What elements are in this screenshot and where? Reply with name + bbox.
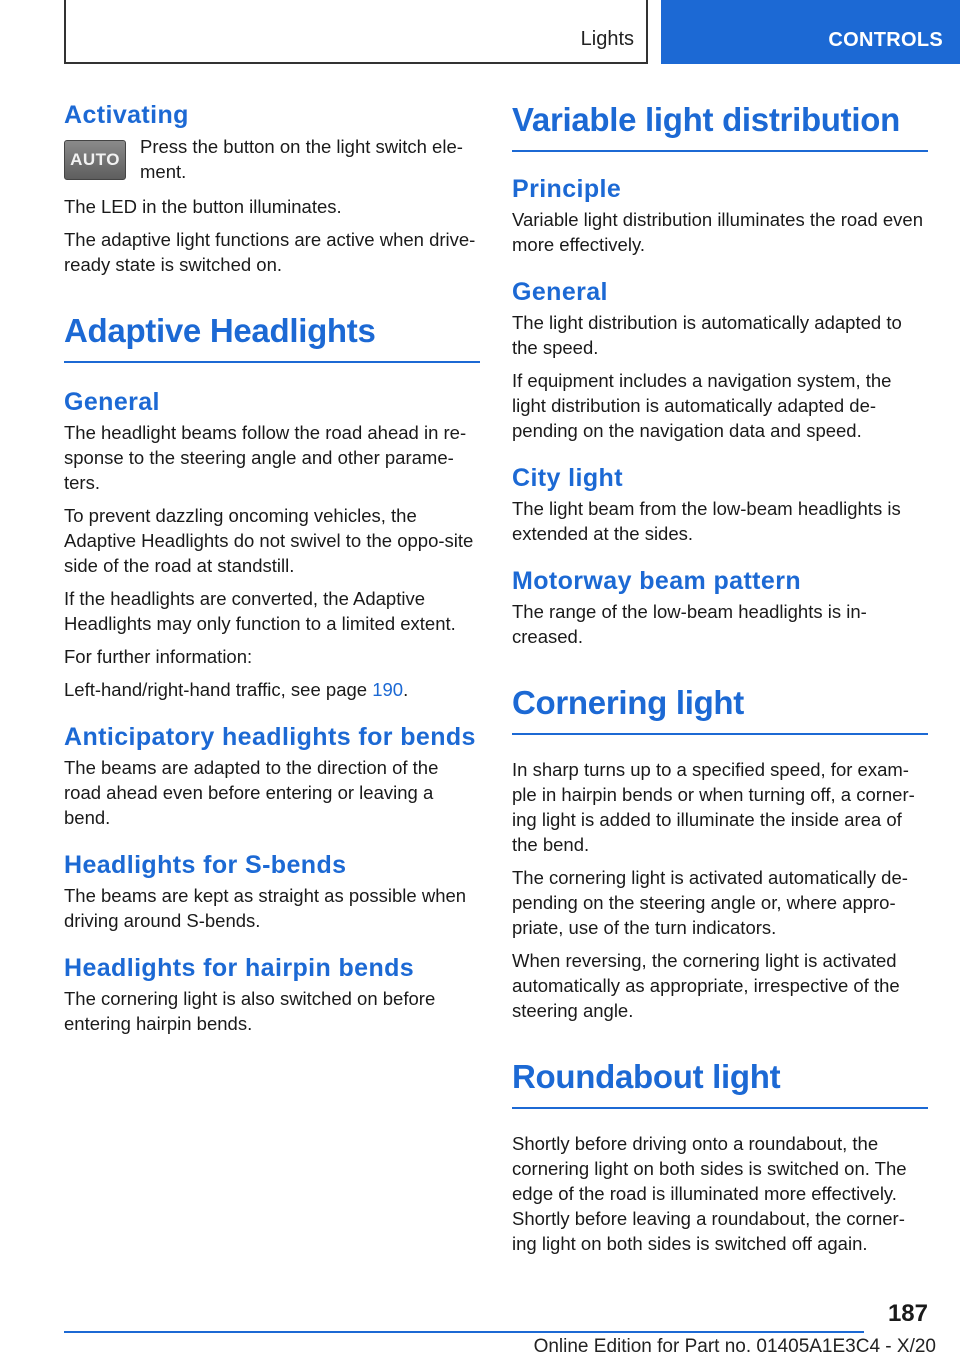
general-paragraph-2: To prevent dazzling oncoming vehicles, the Adaptive Headlights do not swivel to the oppo-site side of the road at standstill. bbox=[64, 505, 474, 576]
right-column bbox=[512, 100, 928, 1264]
general-heading-left: General bbox=[64, 388, 160, 416]
activating-paragraph-3: The adaptive light functions are active when drive-ready state is switched on. bbox=[64, 229, 476, 275]
activating-paragraph-1: Press the button on the light switch ele-ment. bbox=[140, 136, 463, 182]
adaptive-headlights-heading: Adaptive Headlights bbox=[64, 311, 480, 363]
general-paragraph-5 bbox=[64, 677, 480, 702]
general-heading-right: General bbox=[512, 278, 608, 306]
header-section-title: Lights bbox=[580, 28, 634, 50]
motorway-paragraph: The range of the low-beam headlights is in-creased. bbox=[512, 601, 867, 647]
cornering-paragraph-2: The cornering light is activated automatically de-pending on the steering angle or, where appro-priate, use of the turn indicators. bbox=[512, 867, 908, 938]
auto-button-icon bbox=[64, 140, 126, 180]
footer-rule bbox=[64, 1331, 864, 1333]
sbends-paragraph: The beams are kept as straight as possible when driving around S-bends. bbox=[64, 885, 467, 931]
general-paragraph-1: The headlight beams follow the road ahead in re-sponse to the steering angle and other parame-ters. bbox=[64, 422, 467, 493]
page-190-link[interactable]: 190 bbox=[372, 679, 404, 700]
sbends-heading: Headlights for S-bends bbox=[64, 851, 347, 879]
principle-heading: Principle bbox=[512, 175, 622, 203]
anticipatory-heading: Anticipatory headlights for bends bbox=[64, 723, 476, 751]
traffic-reference-text: Left-hand/right-hand traffic, see page bbox=[64, 679, 373, 700]
traffic-reference-end: . bbox=[403, 679, 409, 700]
motorway-heading: Motorway beam pattern bbox=[512, 567, 802, 595]
city-light-heading: City light bbox=[512, 464, 623, 492]
auto-button-label: AUTO bbox=[70, 150, 120, 169]
auto-button-row bbox=[64, 134, 480, 194]
anticipatory-paragraph: The beams are adapted to the direction of the road ahead even before entering or leaving a bend. bbox=[64, 757, 439, 828]
roundabout-light-heading: Roundabout light bbox=[512, 1057, 928, 1109]
header-chapter-title: CONTROLS bbox=[828, 29, 943, 51]
general-paragraph-3: If the headlights are converted, the Adaptive Headlights may only function to a limited extent. bbox=[64, 588, 456, 634]
cornering-paragraph-3: When reversing, the cornering light is activated automatically as appropriate, irrespective of the steering angle. bbox=[512, 950, 900, 1021]
footer-edition-text: Online Edition for Part no. 01405A1E3C4 - X/20 bbox=[533, 1336, 936, 1357]
roundabout-paragraph: Shortly before driving onto a roundabout, the cornering light on both sides is switched on. The edge of the road is illuminated more effectively. Shortly before leaving a roundabout, the corner-ing light on both sides is switched off again. bbox=[512, 1133, 907, 1254]
variable-general-paragraph-1: The light distribution is automatically adapted to the speed. bbox=[512, 312, 902, 358]
city-light-paragraph: The light beam from the low-beam headlights is extended at the sides. bbox=[512, 498, 901, 544]
principle-paragraph: Variable light distribution illuminates the road even more effectively. bbox=[512, 209, 924, 255]
activating-paragraph-2: The LED in the button illuminates. bbox=[64, 196, 342, 217]
variable-light-heading: Variable light distribution bbox=[512, 100, 928, 152]
variable-general-paragraph-2: If equipment includes a navigation system, the light distribution is automatically adapted de-pending on the navigation data and speed. bbox=[512, 370, 892, 441]
page-number: 187 bbox=[887, 1300, 928, 1327]
cornering-paragraph-1: In sharp turns up to a specified speed, for exam-ple in hairpin bends or when turning off, a corner-ing light is added to illuminate the inside area of the bend. bbox=[512, 759, 915, 855]
general-paragraph-4: For further information: bbox=[64, 646, 253, 667]
hairpin-paragraph: The cornering light is also switched on before entering hairpin bends. bbox=[64, 988, 436, 1034]
hairpin-heading: Headlights for hairpin bends bbox=[64, 954, 415, 982]
cornering-light-heading: Cornering light bbox=[512, 683, 928, 735]
left-column bbox=[64, 100, 480, 1044]
activating-heading: Activating bbox=[64, 101, 189, 129]
